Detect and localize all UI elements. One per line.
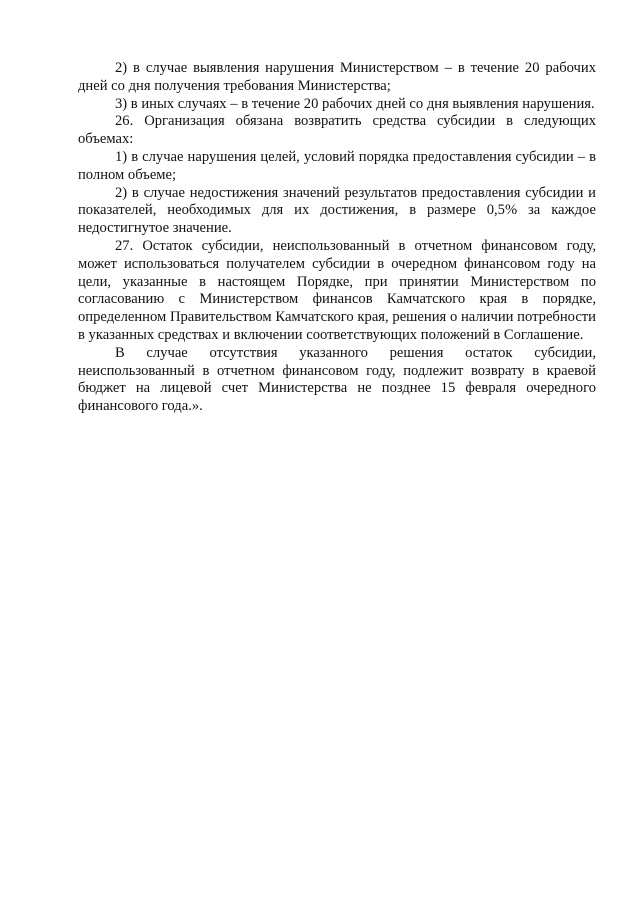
- paragraph-clause-3-other-cases: 3) в иных случаях – в течение 20 рабочих дней со дня выявления нарушения.: [115, 95, 595, 112]
- paragraph-refund-full: 1) в случае нарушения целей, условий порядка предоставления субсидии – в полном объеме;: [78, 148, 596, 183]
- paragraph-refund-partial: 2) в случае недостижения значений результатов предоставления субсидии и показателей, необходимых для их достижения, в размере 0,5% за каждое недостигнутое значение.: [78, 184, 596, 237]
- paragraph-item-26: 26. Организация обязана возвратить средства субсидии в следующих объемах:: [78, 113, 596, 148]
- paragraph-clause-2-ministry: 2) в случае выявления нарушения Министерством – в течение 20 рабочих дней со дня получения требования Министерства;: [78, 60, 596, 94]
- paragraph-item-27: 27. Остаток субсидии, неиспользованный в отчетном финансовом году, может использоваться получателем субсидии в очередном финансовом году на цели, указанные в настоящем Порядке, при принятии Министерством по согласованию с Министерством финансов Камчатского края в порядке, определенном Правительством Камчатского края, решения о наличии потребности в указанных средствах и включении соответствующих положений в Соглашение.: [78, 237, 596, 343]
- document-body: [78, 60, 596, 416]
- paragraph-return-to-budget: В случае отсутствия указанного решения остаток субсидии, неиспользованный в отчетном финансовом году, подлежит возврату в краевой бюджет на лицевой счет Министерства не позднее 15 февраля очередного финансового года.».: [78, 344, 596, 415]
